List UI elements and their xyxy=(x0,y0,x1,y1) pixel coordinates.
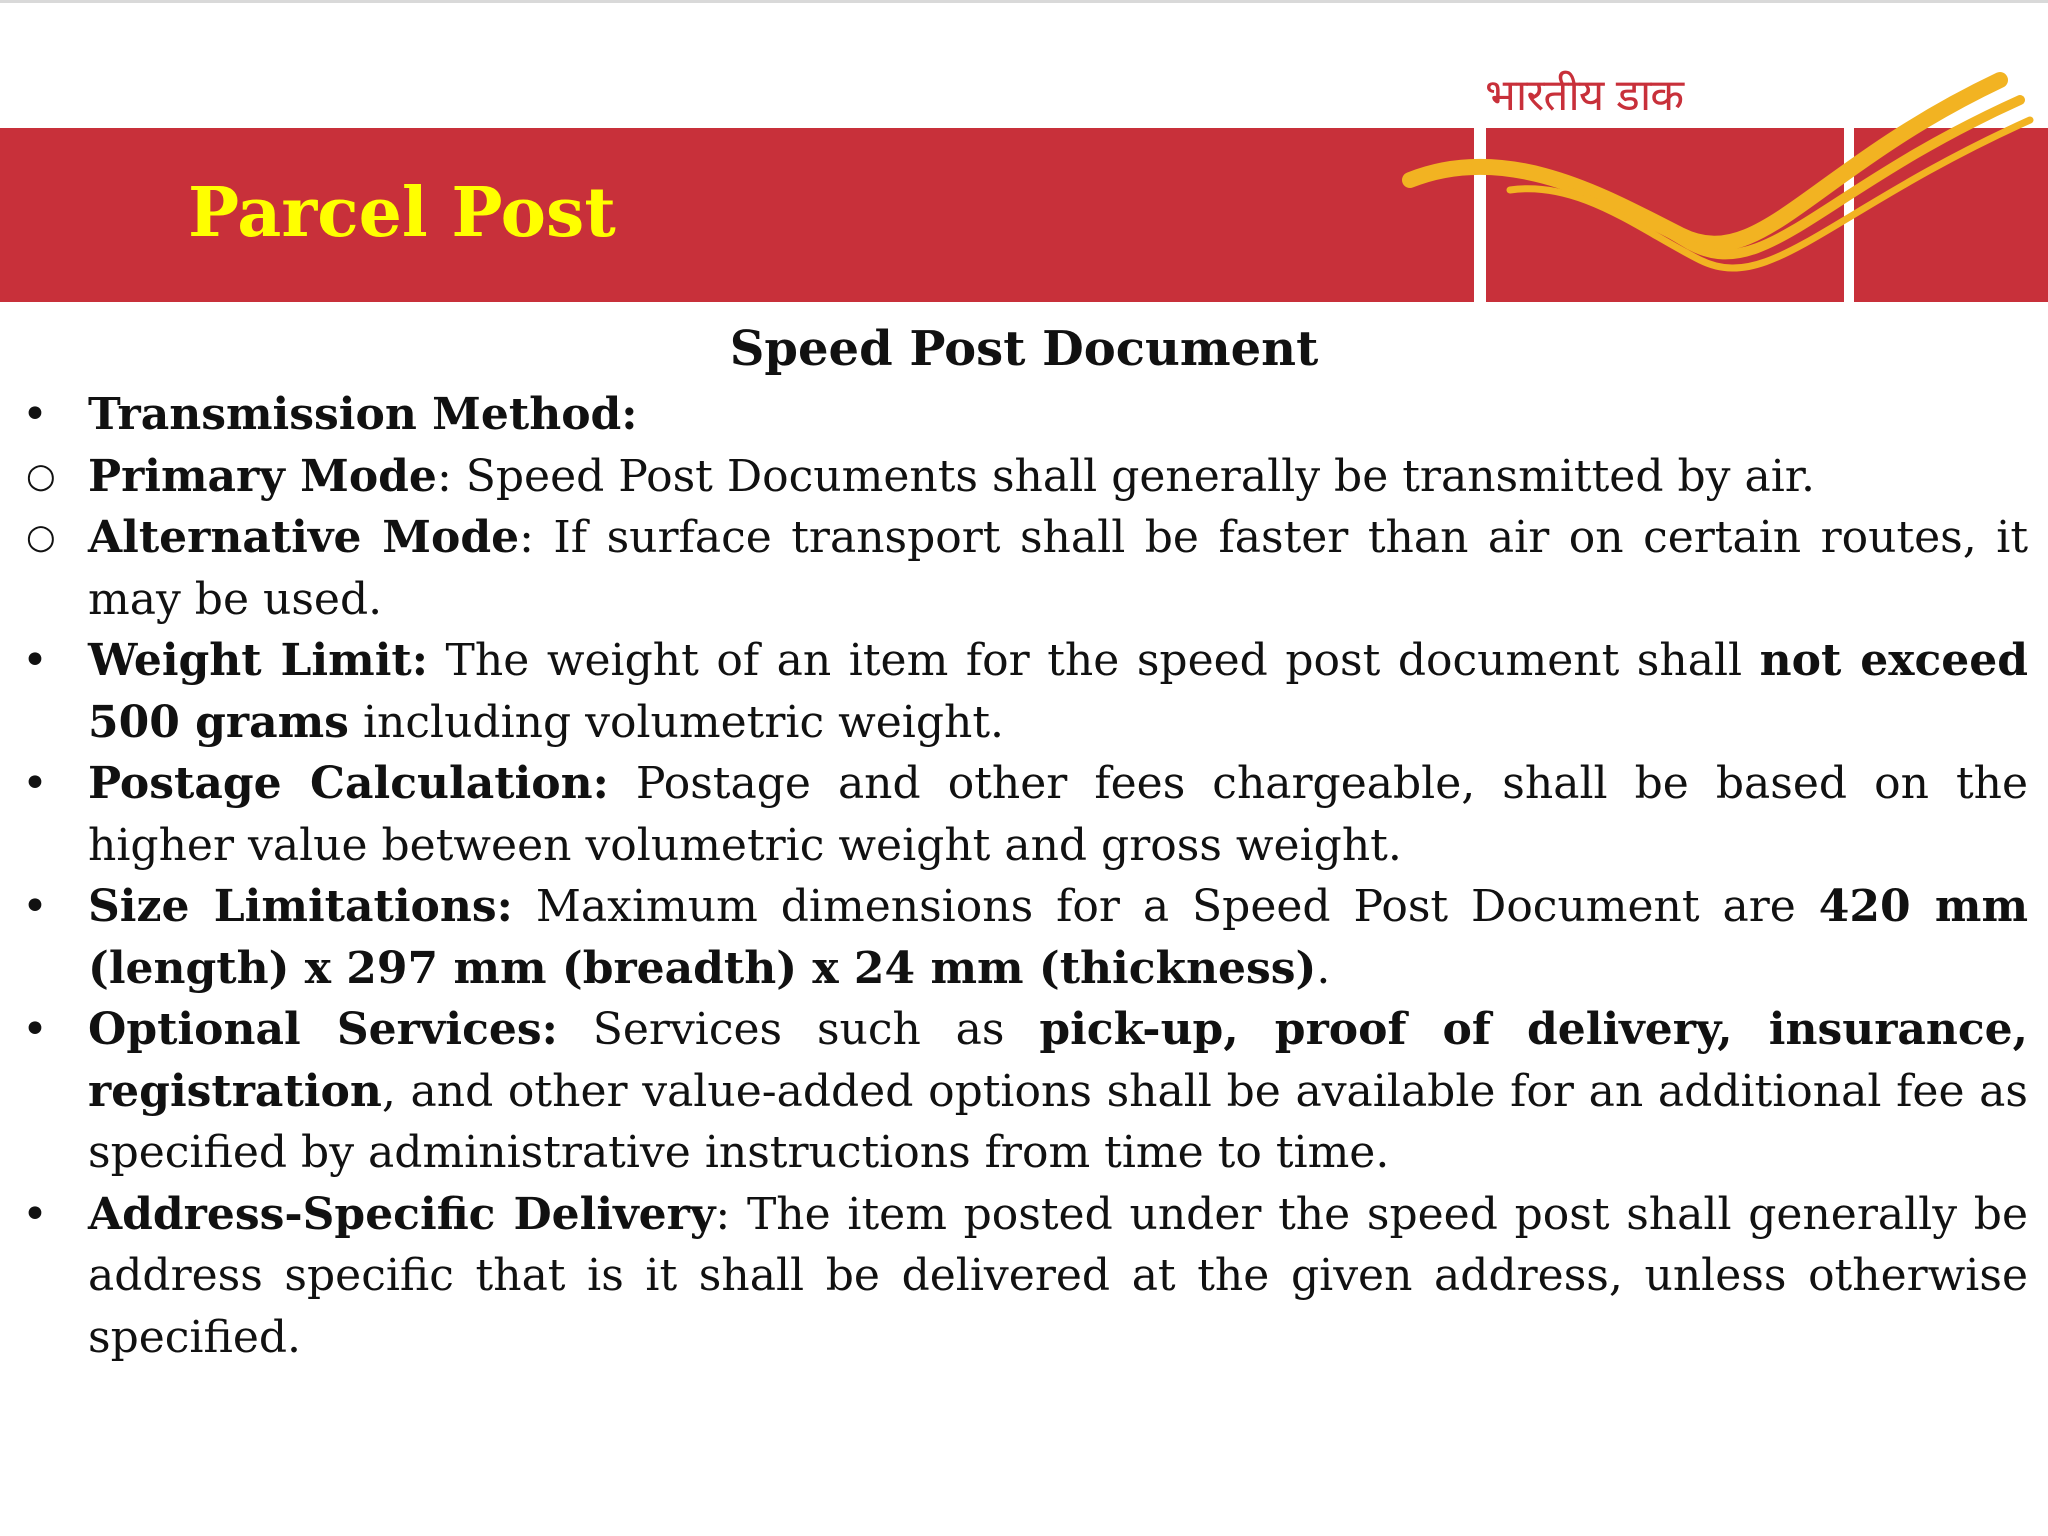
sub-bullet-text: : If surface transport shall be faster than air on certain routes, it may be used. xyxy=(88,512,2029,625)
bullet-text: including volumetric weight. xyxy=(348,696,1005,748)
bullet-emphasis: pick-up, proof of delivery, insurance, registration xyxy=(88,1004,2028,1117)
bullet-text: Services such as xyxy=(557,1004,1040,1055)
bullet-label: Address-Specific Delivery xyxy=(88,1188,716,1240)
bullet-emphasis: 420 mm (length) x 297 mm (breadth) x 24 mm (thickness) xyxy=(88,881,2029,994)
bullet-label: Optional Services: xyxy=(88,1004,558,1055)
slide-title: Parcel Post xyxy=(188,173,616,253)
sub-bullet-primary-mode xyxy=(88,446,2028,508)
india-post-logo-icon xyxy=(1380,60,2048,302)
section-heading: Speed Post Document xyxy=(729,321,1319,377)
sub-bullet-list xyxy=(88,446,2028,631)
bullet-text: : The item posted under the speed post shall generally be address specific that is it shall be delivered at the given address, unless otherwise specified. xyxy=(88,1188,2029,1363)
bullet-text: , and other value-added options shall be available for an additional fee as specified by administrative instructions from time to time. xyxy=(88,1065,2028,1178)
sub-bullet-text: : Speed Post Documents shall generally be transmitted by air. xyxy=(436,450,1815,502)
bullet-size-limitations xyxy=(88,876,2028,999)
bullet-emphasis: not exceed 500 grams xyxy=(88,635,2028,748)
sub-bullet-label: Alternative Mode xyxy=(88,512,520,563)
bullet-label: Postage Calculation: xyxy=(88,758,609,809)
bullet-address-specific-delivery xyxy=(88,1184,2028,1369)
bullet-text: Maximum dimensions for a Speed Post Document are xyxy=(512,881,1819,932)
bullet-weight-limit xyxy=(88,630,2028,753)
bullet-label: Weight Limit: xyxy=(88,635,428,686)
bullet-label: Transmission Method: xyxy=(88,389,638,440)
logo-text: भारतीय डाक xyxy=(1485,70,1684,121)
bullet-optional-services xyxy=(88,999,2028,1184)
top-border xyxy=(0,0,2048,3)
bullet-list xyxy=(88,384,2028,1368)
bullet-text: . xyxy=(1316,942,1331,994)
bullet-label: Size Limitations: xyxy=(88,881,513,932)
bullet-text: The weight of an item for the speed post document shall xyxy=(428,635,1760,686)
sub-bullet-label: Primary Mode xyxy=(88,450,437,502)
content-body xyxy=(88,384,2028,1368)
bullet-postage-calculation xyxy=(88,753,2028,876)
sub-bullet-alternative-mode xyxy=(88,507,2028,630)
bullet-transmission-method xyxy=(88,384,2028,630)
bullet-text: Postage and other fees chargeable, shall be based on the higher value between volumetric weight and gross weight. xyxy=(88,758,2028,871)
